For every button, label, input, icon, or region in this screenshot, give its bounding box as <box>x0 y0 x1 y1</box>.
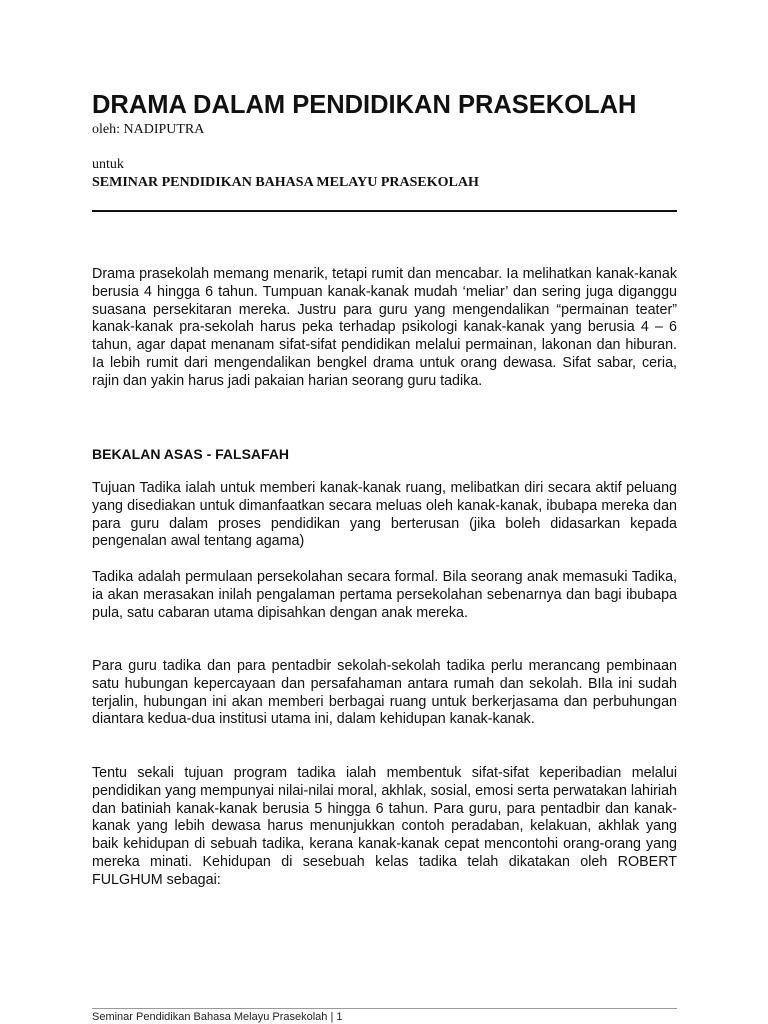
for-label: untuk <box>92 157 124 172</box>
paragraph-permulaan: Tadika adalah permulaan persekolahan secara formal. Bila seorang anak memasuki Tadika, ia akan merasakan inilah pengalaman pertama persekolahan sebenarnya dan bagi ibubapa pula, satu cabaran utama dipisahkan dengan anak mereka. <box>92 569 677 621</box>
paragraph-tujuan: Tujuan Tadika ialah untuk memberi kanak-kanak ruang, melibatkan diri secara aktif peluang yang disediakan untuk dimanfaatkan secara meluas oleh kanak-kanak, ibubapa mereka dan para guru dalam proses pendidikan yang berterusan (jika boleh didasarkan kepada pengenalan awal tentang agama) <box>92 480 677 550</box>
footer-divider <box>92 1008 677 1009</box>
page-footer: Seminar Pendidikan Bahasa Melayu Prasekolah | 1 <box>92 1011 343 1023</box>
author-line: oleh: NADIPUTRA <box>92 122 205 137</box>
paragraph-guru: Para guru tadika dan para pentadbir sekolah-sekolah tadika perlu merancang pembinaan satu hubungan kepercayaan dan persafahaman antara rumah dan sekolah. BIla ini sudah terjalin, hubungan ini akan memberi berbagai ruang untuk berkerjasama dan perbuhungan diantara kedua-dua institusi utama ini, dalam kehidupan kanak-kanak. <box>92 658 677 728</box>
document-title: DRAMA DALAM PENDIDIKAN PRASEKOLAH <box>92 91 637 119</box>
intro-paragraph: Drama prasekolah memang menarik, tetapi rumit dan mencabar. Ia melihatkan kanak-kanak berusia 4 hingga 6 tahun. Tumpuan kanak-kanak mudah ‘meliar’ dan sering juga diganggu suasana persekitaran mereka. Justru para guru yang mengendalikan “permainan teater” kanak-kanak pra-sekolah harus peka terhadap psikologi kanak-kanak yang berusia 4 – 6 tahun, agar dapat menanam sifat-sifat pendidikan melalui permainan, lakonan dan hiburan. Ia lebih rumit dari mengendalikan bengkel drama untuk orang dewasa. Sifat sabar, ceria, rajin dan yakin harus jadi pakaian harian seorang guru tadika. <box>92 266 677 389</box>
seminar-title: SEMINAR PENDIDIKAN BAHASA MELAYU PRASEKOLAH <box>92 175 479 190</box>
header-divider <box>92 210 677 212</box>
section-heading: BEKALAN ASAS - FALSAFAH <box>92 446 290 462</box>
paragraph-tentu: Tentu sekali tujuan program tadika ialah membentuk sifat-sifat keperibadian melalui pendidikan yang mempunyai nilai-nilai moral, akhlak, sosial, emosi serta perwatakan lahiriah dan batiniah kanak-kanak berusia 5 hingga 6 tahun. Para guru, para pentadbir dan kanak-kanak yang lebih dewasa harus menunjukkan contoh peradaban, kelakuan, akhlak yang baik kehidupan di sebuah tadika, kerana kanak-kanak cepat mencontohi orang-orang yang mereka minati. Kehidupan di sesebuah kelas tadika telah dikatakan oleh ROBERT FULGHUM sebagai: <box>92 765 677 888</box>
